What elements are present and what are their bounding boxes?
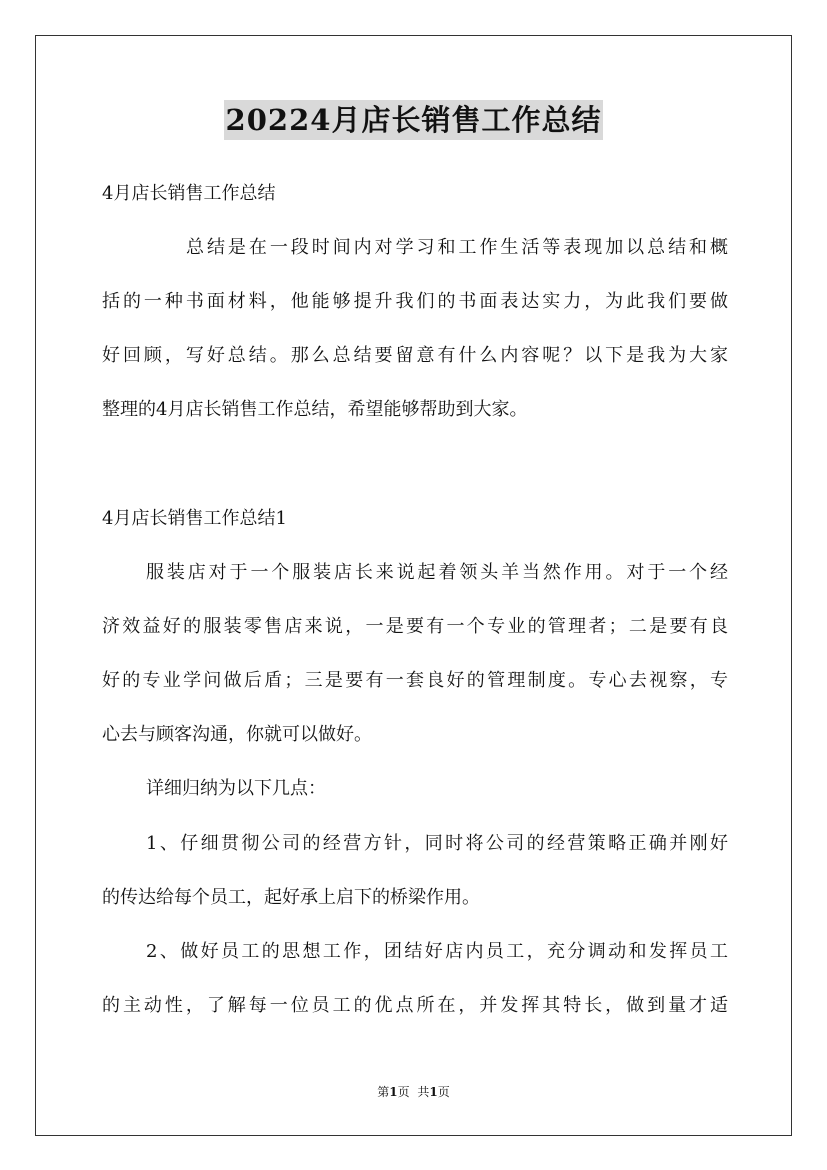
- section-heading-1: 4月店长销售工作总结1: [102, 508, 287, 529]
- footer-total-label: 共: [417, 1085, 430, 1099]
- footer-page-number: 1: [389, 1085, 398, 1099]
- p3-line-1: 1、仔细贯彻公司的经营方针，同时将公司的经营策略正确并刚好: [146, 833, 728, 854]
- intro-line-3: 好回顾，写好总结。那么总结要留意有什么内容呢？以下是我为大家: [102, 345, 728, 366]
- p1-line-4: 心去与顾客沟通，你就可以做好。: [102, 724, 372, 745]
- section-heading-intro: 4月店长销售工作总结: [102, 183, 276, 204]
- intro-line-4: 整理的4月店长销售工作总结，希望能够帮助到大家。: [102, 399, 528, 420]
- document-title: 20224月店长销售工作总结: [224, 100, 604, 140]
- p3-line-2: 的传达给每个员工，起好承上启下的桥梁作用。: [102, 887, 480, 908]
- title-container: [0, 100, 827, 140]
- p1-line-3: 好的专业学问做后盾；三是要有一套良好的管理制度。专心去视察，专: [102, 670, 728, 691]
- p4-line-2: 的主动性，了解每一位员工的优点所在，并发挥其特长，做到量才适: [102, 995, 728, 1016]
- intro-line-2: 括的一种书面材料，他能够提升我们的书面表达实力，为此我们要做: [102, 291, 728, 312]
- p2-line-1: 详细归纳为以下几点：: [146, 778, 326, 799]
- footer-total-unit: 页: [437, 1085, 450, 1099]
- footer-page-label: 第: [377, 1085, 390, 1099]
- p1-line-1: 服装店对于一个服装店长来说起着领头羊当然作用。对于一个经: [146, 562, 728, 583]
- footer-total-number: 1: [429, 1085, 438, 1099]
- footer-page-unit: 页: [397, 1085, 410, 1099]
- page-footer: [0, 1084, 827, 1100]
- intro-line-1: 总结是在一段时间内对学习和工作生活等表现加以总结和概: [186, 237, 728, 258]
- p1-line-2: 济效益好的服装零售店来说，一是要有一个专业的管理者；二是要有良: [102, 616, 728, 637]
- p4-line-1: 2、做好员工的思想工作，团结好店内员工，充分调动和发挥员工: [146, 941, 728, 962]
